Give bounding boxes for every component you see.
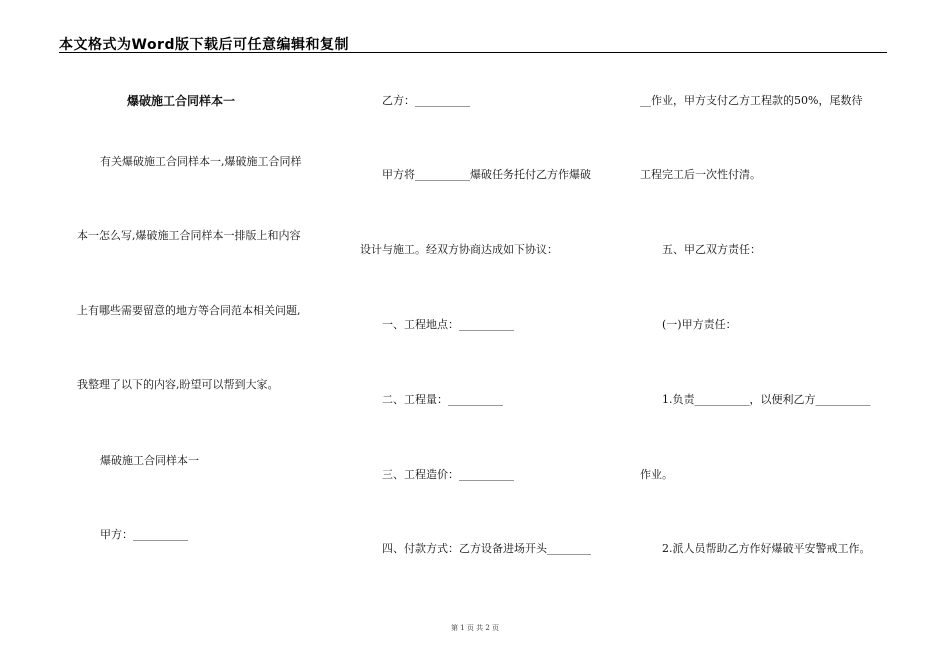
paragraph-line: 甲方将__________爆破任务托付乙方作爆破 [382, 168, 591, 181]
paragraph-line: 工程完工后一次性付清。 [640, 168, 761, 181]
clause-location: 一、工程地点：__________ [382, 318, 514, 331]
paragraph-line: 上有哪些需要留意的地方等合同范本相关问题, [77, 304, 301, 317]
paragraph-line: 我整理了以下的内容,盼望可以帮到大家。 [77, 378, 279, 391]
clause-payment: 四、付款方式：乙方设备进场开头________ [382, 542, 591, 555]
paragraph-line: 1.负责__________，以便利乙方__________ [662, 393, 871, 406]
document-header: 本文格式为Word版下载后可任意编辑和复制 [59, 37, 349, 53]
clause-cost: 三、工程造价：__________ [382, 468, 514, 481]
paragraph-line: 本一怎么写,爆破施工合同样本一排版上和内容 [77, 229, 301, 242]
clause-responsibilities: 五、甲乙双方责任： [662, 243, 761, 256]
page-number: 第 1 页 共 2 页 [450, 624, 500, 632]
header-divider [59, 52, 887, 53]
paragraph-line: 2.派人员帮助乙方作好爆破平安警戒工作。 [662, 542, 871, 555]
paragraph-line: 作业。 [640, 468, 673, 481]
clause-quantity: 二、工程量：__________ [382, 393, 503, 406]
document-title: 爆破施工合同样本一 [127, 94, 236, 108]
section-heading: 爆破施工合同样本一 [100, 454, 199, 467]
party-a-field: 甲方：__________ [100, 528, 188, 541]
paragraph-line: 有关爆破施工合同样本一,爆破施工合同样 [100, 155, 302, 168]
subclause-party-a: (一)甲方责任： [662, 318, 737, 331]
party-b-field: 乙方：__________ [382, 94, 470, 107]
paragraph-line: 设计与施工。经双方协商达成如下协议： [360, 243, 558, 256]
paragraph-line: __作业，甲方支付乙方工程款的50%，尾数待 [640, 94, 863, 107]
